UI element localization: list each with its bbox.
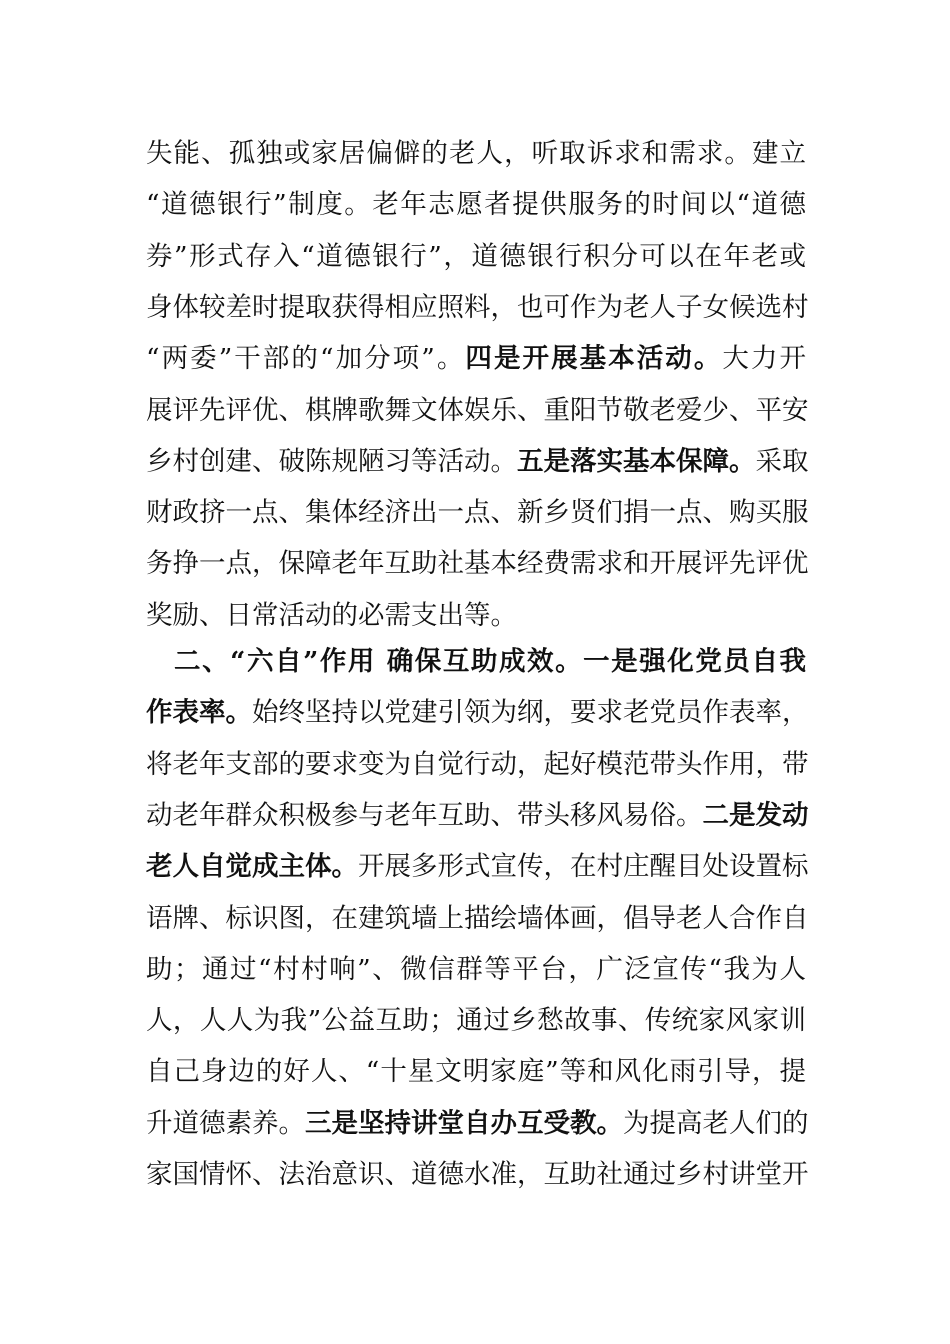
text-line bbox=[146, 544, 809, 584]
text: 采取 bbox=[755, 445, 809, 477]
text: 展评先评优、棋牌歌舞文体娱乐、重阳节敬老爱少、平安 bbox=[146, 394, 809, 426]
text-line bbox=[146, 1155, 809, 1195]
text: 乡村创建、破陈规陋习等活动。 bbox=[146, 445, 517, 477]
bold-text: 五是落实基本保障。 bbox=[517, 445, 756, 477]
text-line bbox=[146, 847, 809, 887]
text: 始终坚持以党建引领为纲，要求老党员作表率， bbox=[252, 697, 809, 729]
text-line bbox=[146, 745, 809, 785]
text-line bbox=[146, 950, 806, 990]
bold-text: 四是开展基本活动。 bbox=[465, 343, 723, 375]
text: 奖励、日常活动的必需支出等。 bbox=[146, 599, 517, 631]
text: 为提高老人们的 bbox=[623, 1107, 809, 1139]
text-line bbox=[146, 134, 806, 174]
text-line bbox=[146, 693, 809, 733]
text-line bbox=[146, 1001, 806, 1041]
text-line bbox=[146, 1104, 809, 1144]
text-line bbox=[146, 899, 809, 939]
bold-text: 老人自觉成主体。 bbox=[146, 851, 358, 883]
text: 务挣一点，保障老年互助社基本经费需求和开展评先评优 bbox=[146, 548, 809, 580]
text-line bbox=[146, 391, 809, 431]
text: 升道德素养。 bbox=[146, 1107, 305, 1139]
text: 助；通过“村村响”、微信群等平台，广泛宣传“我为人 bbox=[146, 953, 806, 985]
text: 将老年支部的要求变为自觉行动，起好模范带头作用，带 bbox=[146, 748, 809, 780]
text: “道德银行”制度。老年志愿者提供服务的时间以“道德 bbox=[146, 189, 806, 221]
text: 财政挤一点、集体经济出一点、新乡贤们捐一点、购买服 bbox=[146, 497, 809, 529]
text: 失能、孤独或家居偏僻的老人，听取诉求和需求。建立 bbox=[146, 138, 806, 169]
text-line bbox=[146, 796, 809, 836]
text-line bbox=[146, 1052, 806, 1092]
text-line bbox=[146, 185, 806, 225]
text: 开展多形式宣传，在村庄醒目处设置标 bbox=[358, 851, 809, 883]
text: 大力开 bbox=[722, 343, 807, 375]
text-line bbox=[146, 339, 806, 379]
text-line bbox=[146, 442, 809, 482]
bold-text: 三是坚持讲堂自办互受教。 bbox=[305, 1107, 623, 1139]
text: 券”形式存入“道德银行”，道德银行积分可以在年老或 bbox=[146, 240, 806, 272]
text: 自己身边的好人、“十星文明家庭”等和风化雨引导，提 bbox=[146, 1056, 806, 1088]
text-line bbox=[146, 596, 806, 636]
bold-text: 二是发动 bbox=[702, 799, 809, 831]
text: 家国情怀、法治意识、道德水准，互助社通过乡村讲堂开 bbox=[146, 1159, 809, 1190]
bold-text: 作表率。 bbox=[146, 697, 252, 729]
text-line bbox=[146, 493, 809, 533]
text-line bbox=[146, 288, 809, 328]
text: 身体较差时提取获得相应照料，也可作为老人子女候选村 bbox=[146, 291, 809, 323]
text-line bbox=[146, 642, 806, 682]
text-line bbox=[146, 237, 806, 277]
text: 人，人人为我”公益互助；通过乡愁故事、传统家风家训 bbox=[146, 1005, 806, 1037]
text: 语牌、标识图，在建筑墙上描绘墙体画，倡导老人合作自 bbox=[146, 902, 809, 934]
text: “两委”干部的“加分项”。 bbox=[146, 343, 466, 375]
bold-text: 二、“六自”作用 确保互助成效。一是强化党员自我 bbox=[146, 646, 806, 677]
text: 动老年群众积极参与老年互助、带头移风易俗。 bbox=[146, 799, 703, 831]
